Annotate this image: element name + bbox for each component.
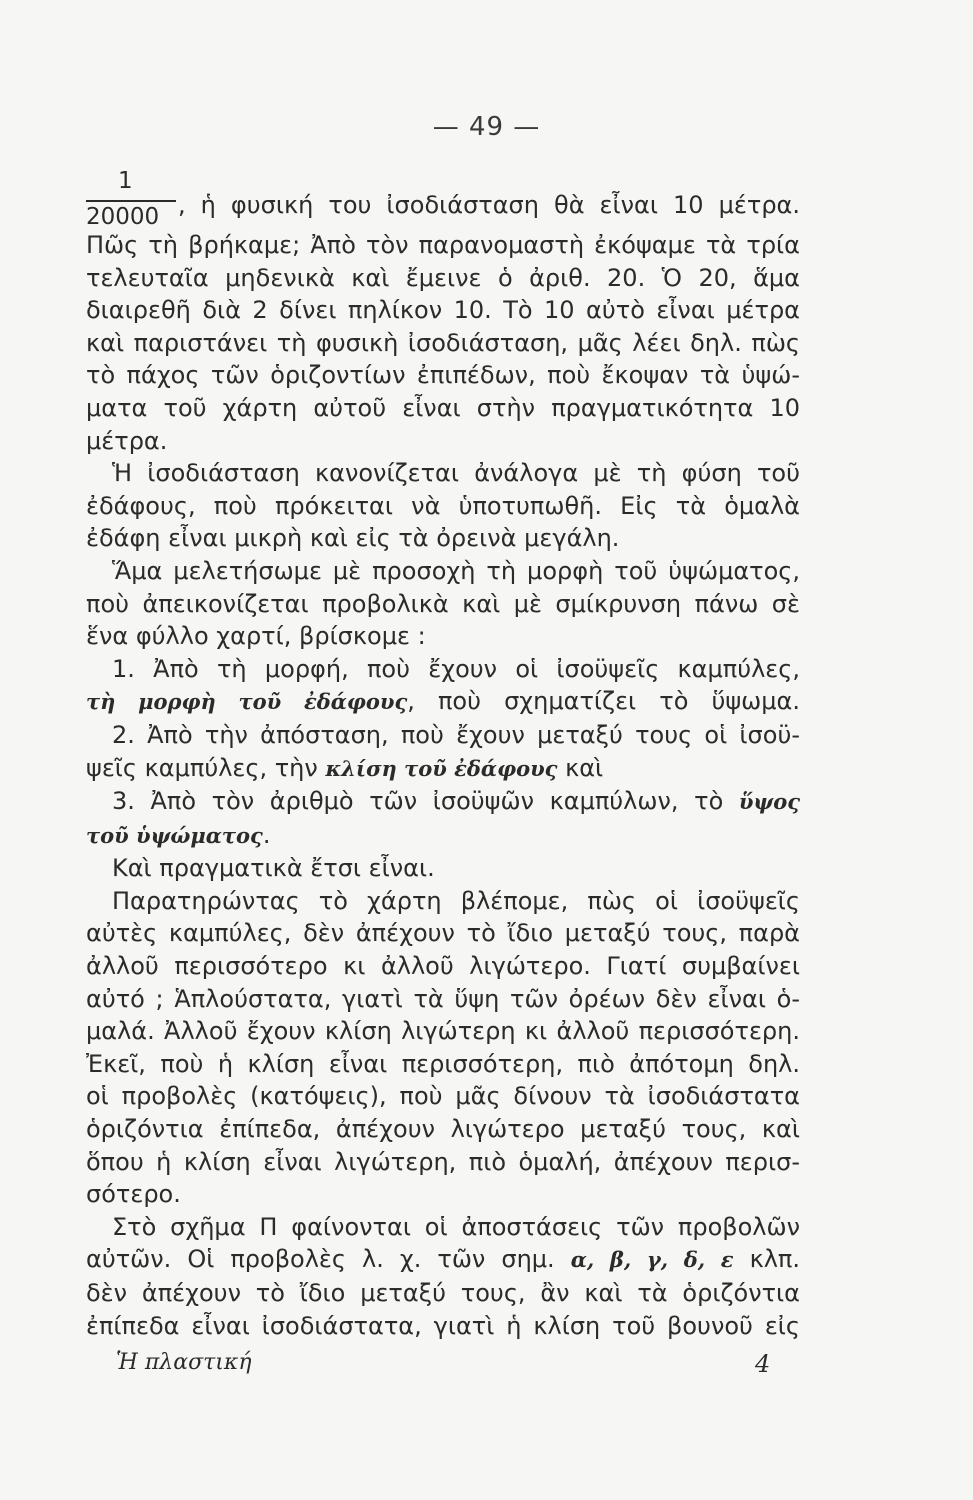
text-line: καὶ παριστάνει τὴ φυσικὴ ἰσοδιάσταση, μᾶς λέει δηλ. πὼς [86,328,800,357]
text-line: ἐπίπεδα εἶναι ἰσοδιάστατα, γιατὶ ἡ κλίση τοῦ βουνοῦ εἰς [86,1311,800,1340]
text-line: ποὺ ἀπεικονίζεται προβολικὰ καὶ μὲ σμίκρυνση πάνω σὲ [86,589,800,618]
text-span: ψεῖς καμπύλες, τὴν [86,753,326,782]
text-line: τελευταῖα μηδενικὰ καὶ ἔμεινε ὁ ἀριθ. 20. Ὁ 20, ἅμα [86,263,800,292]
text-line: δὲν ἀπέχουν τὸ ἴδιο μεταξύ τους, ἂν καὶ τὰ ὁριζόντια [86,1279,800,1307]
footer-signature: 4 [755,1350,771,1378]
text-line: σότερο. [86,1180,181,1209]
text-line: ἐδάφους, ποὺ πρόκειται νὰ ὑποτυπωθῆ. Εἰς τὰ ὁμαλὰ [86,491,800,520]
fraction-bar [86,200,176,202]
text-line: οἱ προβολὲς (κατόψεις), ποὺ μᾶς δίνουν τὰ ἰσοδιάστατα [86,1082,800,1111]
text-span: τὴ μορφὴ τοῦ ἐδάφους [86,689,408,715]
text-span: κλπ. [733,1245,800,1274]
fraction-denominator: 20000 [86,204,160,230]
text-line [86,785,800,819]
text-line: μαλά. Ἀλλοῦ ἔχουν κλίση λιγώτερη κι ἀλλοῦ περισσότερη. [86,1017,800,1046]
body-text [86,229,800,1342]
text-line: ἐδάφη εἶναι μικρὴ καὶ εἰς τὰ ὀρεινὰ μεγάλη. [86,524,620,553]
text-line: 1. Ἀπὸ τὴ μορφή, ποὺ ἔχουν οἱ ἰσοϋψεῖς καμπύλες, [112,654,800,683]
text-line: Καὶ πραγματικὰ ἔτσι εἶναι. [112,854,435,883]
text-line: Ἅμα μελετήσωμε μὲ προσοχὴ τὴ μορφὴ τοῦ ὑψώματος, [112,556,800,585]
first-line-text: , ἡ φυσική του ἰσοδιάσταση θὰ εἶναι 10 μέτρα. [178,191,800,219]
text-line [86,752,800,786]
text-span: κλίση τοῦ ἐδάφους [325,755,558,781]
text-line: ἀλλοῦ περισσότερο κι ἀλλοῦ λιγώτερο. Γιατί συμβαίνει [86,952,800,981]
text-line: Πῶς τὴ βρήκαμε; Ἀπὸ τὸν παρανομαστὴ ἐκόψαμε τὰ τρία [86,231,800,259]
text-line: 2. Ἀπὸ τὴν ἀπόσταση, ποὺ ἔχουν μεταξύ τους οἱ ἰσοϋ- [112,720,800,749]
text-line [86,1243,800,1277]
text-line [86,819,800,853]
text-line: Ἡ ἰσοδιάσταση κανονίζεται ἀνάλογα μὲ τὴ φύση τοῦ [112,459,800,488]
text-line: αὐτὲς καμπύλες, δὲν ἀπέχουν τὸ ἴδιο μεταξύ τους, παρὰ [86,919,800,948]
fraction-numerator: 1 [118,168,133,194]
text-line: Παρατηρώντας τὸ χάρτη βλέπομε, πὼς οἱ ἰσοϋψεῖς [112,886,800,915]
text-line: ἕνα φύλλο χαρτί, βρίσκομε : [86,622,426,651]
text-span: , ποὺ σχηματίζει τὸ ὕψωμα. [407,687,800,716]
text-line: τὸ πάχος τῶν ὁριζοντίων ἐπιπέδων, ποὺ ἔκοψαν τὰ ὑψώ- [86,361,800,390]
text-span: καὶ [557,753,604,782]
text-line: ματα τοῦ χάρτη αὐτοῦ εἶναι στὴν πραγματικότητα 10 [86,393,800,422]
text-span: 3. Ἀπὸ τὸν ἀριθμὸ τῶν ἰσοϋψῶν καμπύλων, τὸ [112,787,739,816]
text-line [86,685,800,719]
text-span: ὕψος [738,789,800,815]
text-span: τοῦ ὑψώματος [86,822,263,848]
text-span: αὐτῶν. Οἱ προβολὲς λ. χ. τῶν σημ. [86,1245,571,1274]
text-line: Ἐκεῖ, ποὺ ἡ κλίση εἶναι περισσότερη, πιὸ ἀπότομη δηλ. [86,1049,800,1078]
text-line: διαιρεθῆ διὰ 2 δίνει πηλίκον 10. Τὸ 10 αὐτὸ εἶναι μέτρα [86,296,800,325]
page-number: — 49 — [432,112,541,142]
text-line: αὐτό ; Ἁπλούστατα, γιατὶ τὰ ὕψη τῶν ὀρέων δὲν εἶναι ὁ- [86,984,800,1013]
text-span: α, β, γ, δ, ε [570,1247,734,1273]
text-span: . [262,820,271,849]
text-line: μέτρα. [86,426,168,455]
text-line: ὁριζόντια ἐπίπεδα, ἀπέχουν λιγώτερο μεταξύ τους, καὶ [86,1115,800,1144]
footer-title: Ἡ πλαστική [116,1350,252,1375]
text-line: ὅπου ἡ κλίση εἶναι λιγώτερη, πιὸ ὁμαλή, ἀπέχουν περισ- [86,1147,800,1176]
text-line: Στὸ σχῆμα Π φαίνονται οἱ ἀποστάσεις τῶν προβολῶν [112,1212,800,1241]
